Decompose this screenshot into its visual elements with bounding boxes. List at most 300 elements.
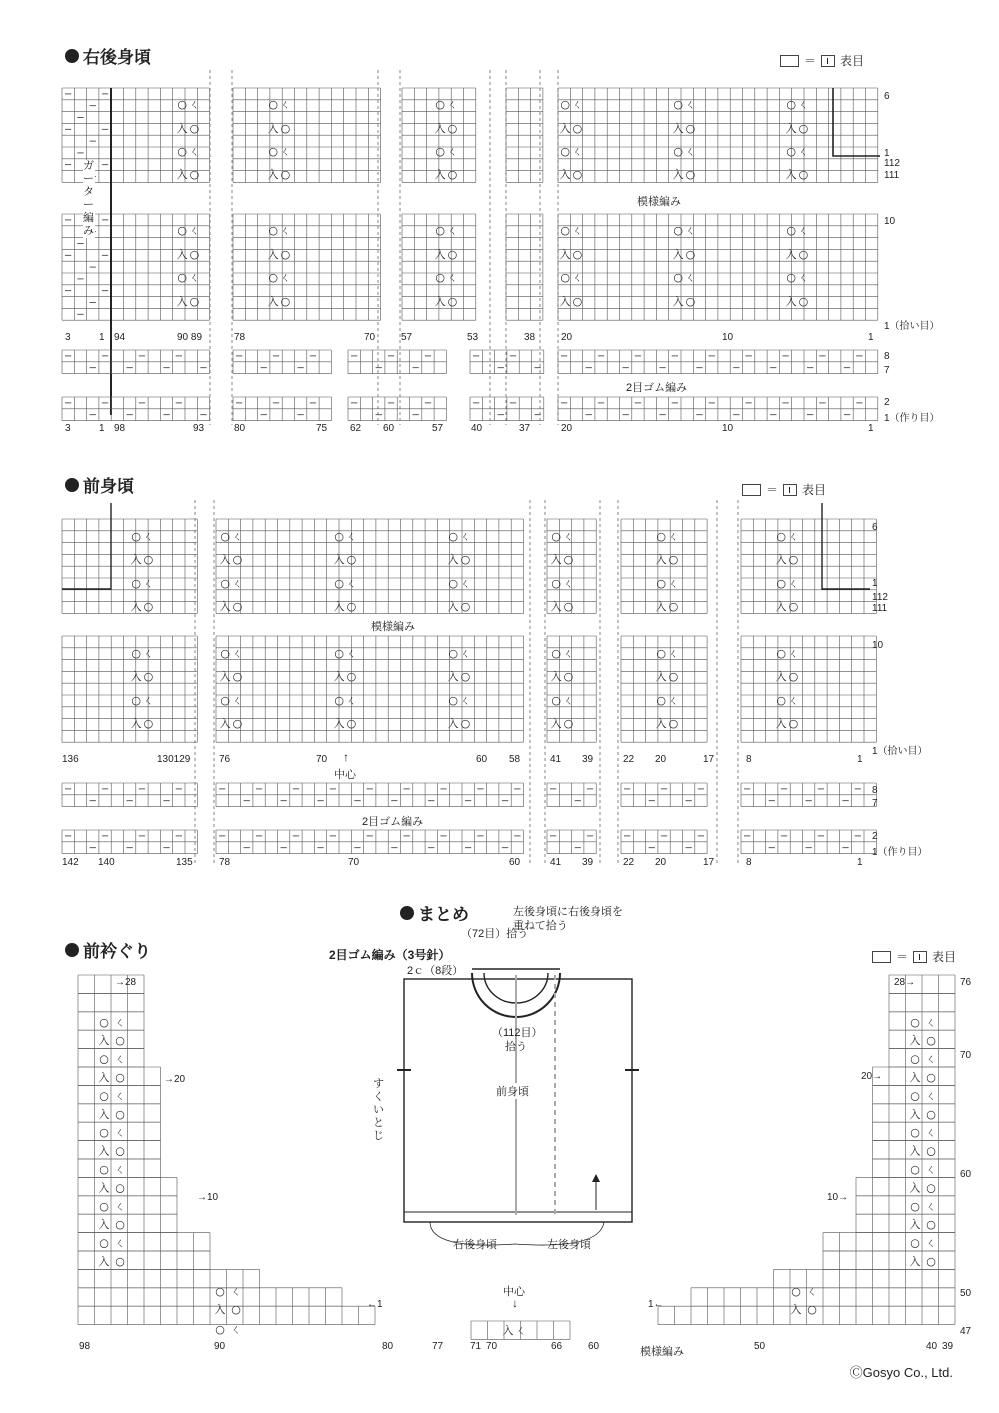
front-bottom-yo-icon: ○ (232, 717, 243, 730)
neck-right-sym-icon: 入 (909, 1144, 921, 1158)
back-row-pick: 1（拾い目） (884, 321, 940, 332)
neck-right-arrow: 28→ (894, 977, 916, 988)
neck-right-grid (889, 1049, 955, 1067)
back-pick-num: 3 (65, 332, 71, 343)
back-top-k2tog-icon: ㄑ (446, 145, 458, 158)
front-top-k2tog-icon: ㄑ (345, 530, 357, 543)
back-top-ssk-icon: 入 (559, 122, 571, 135)
front-cast-num: 39 (582, 857, 594, 868)
neck-left-sym-icon: ○ (115, 1181, 125, 1195)
back-rib-grid (558, 350, 878, 374)
front-rib-grid (62, 830, 197, 854)
back-bottom-yo-icon: ○ (560, 224, 570, 237)
front-bottom-k2tog-icon: ㄑ (459, 694, 471, 707)
neck-center-label: 中心 (503, 1286, 525, 1298)
neck-right-sym-icon: ○ (910, 1015, 920, 1029)
back-bottom-k2tog-icon: ㄑ (279, 271, 291, 284)
legend-back: ＝ 表目 (780, 52, 864, 69)
back-bottom-k2tog-icon: ㄑ (446, 271, 458, 284)
front-cast-num: 17 (703, 857, 715, 868)
back-top-yo-icon: ○ (189, 122, 200, 135)
back-pick-num: 53 (467, 332, 479, 343)
front-top-ssk-icon: 入 (333, 600, 345, 613)
back-top-k2tog-icon: ㄑ (797, 145, 809, 158)
front-row-112: 112 (872, 592, 888, 603)
neck-right-sym-icon: ○ (910, 1052, 920, 1066)
neck-right-sym-icon: 入 (909, 1181, 921, 1195)
neck-right-sym-icon: 入 (909, 1107, 921, 1121)
back-top-yo-icon: ○ (572, 122, 583, 135)
back-bottom-yo-icon: ○ (447, 248, 458, 261)
front-rib-grid (741, 830, 876, 854)
neck-right-sym-icon: ○ (926, 1255, 936, 1268)
back-bottom-yo-icon: ○ (572, 295, 583, 308)
back-row-7: 7 (884, 365, 890, 376)
neck-left-grid (78, 1012, 144, 1030)
neck-bottom-num: 60 (588, 1341, 600, 1352)
front-bottom-k2tog-icon: ㄑ (787, 647, 799, 660)
neck-left-sym-icon: ○ (99, 1052, 109, 1066)
neck-right-arrow: 1← (648, 1299, 664, 1310)
back-cast-num: 80 (234, 423, 246, 434)
back-bottom-ssk-icon: 入 (559, 295, 571, 308)
front-bottom-yo-icon: ○ (131, 647, 141, 660)
back-bottom-ssk-icon: 入 (176, 248, 188, 261)
back-top-yo-icon: ○ (786, 98, 796, 111)
neck-right-sym-icon: ○ (926, 1071, 936, 1084)
front-bottom-ssk-icon: 入 (219, 670, 231, 683)
back-top-k2tog-icon: ㄑ (684, 145, 696, 158)
back-top-yo-icon: ○ (572, 168, 583, 181)
front-row-111: 111 (872, 603, 888, 614)
back-rib-label: 2目ゴム編み (622, 379, 691, 395)
back-bottom-yo-icon: ○ (268, 271, 278, 284)
front-bottom-yo-icon: ○ (563, 670, 574, 683)
back-top-ssk-icon: 入 (785, 168, 797, 181)
front-pattern-label: 模様編み (367, 618, 419, 634)
front-top-yo-icon: ○ (460, 553, 471, 566)
front-bottom-yo-icon: ○ (668, 670, 679, 683)
back-bottom-yo-icon: ○ (447, 295, 458, 308)
front-top-ssk-icon: 入 (333, 553, 345, 566)
back-top-ssk-icon: 入 (176, 168, 188, 181)
neck-left-sym-icon: ○ (99, 1089, 109, 1103)
front-body-label: 前身頃 (496, 1083, 529, 1099)
front-grid-a (62, 636, 197, 742)
rib-height-label: 2ｃ（8段） (407, 965, 464, 977)
front-bottom-yo-icon: ○ (788, 717, 799, 730)
back-bottom-yo-icon: ○ (673, 224, 683, 237)
front-top-yo-icon: ○ (143, 600, 154, 613)
front-rib-grid (216, 830, 524, 854)
empty-cell-icon (742, 484, 761, 496)
neck-right-arrow: 20→ (861, 1071, 883, 1082)
back-bottom-k2tog-icon: ㄑ (571, 271, 583, 284)
neck-left-arrow: ←1 (367, 1299, 383, 1310)
front-top-k2tog-icon: ㄑ (459, 530, 471, 543)
neck-right-grid (889, 993, 955, 1011)
front-cast-num: 20 (655, 857, 667, 868)
back-bottom-k2tog-icon: ㄑ (684, 224, 696, 237)
neck-right-grid (889, 1012, 955, 1030)
back-top-ssk-icon: 入 (267, 168, 279, 181)
back-row-6: 6 (884, 91, 890, 102)
back-pick-num: 78 (234, 332, 246, 343)
front-rib-grid (547, 830, 596, 854)
neck-right-grid (856, 1196, 955, 1214)
back-top-ssk-icon: 入 (176, 122, 188, 135)
front-top-ssk-icon: 入 (219, 600, 231, 613)
back-bottom-yo-icon: ○ (280, 295, 291, 308)
back-top-yo-icon: ○ (673, 98, 683, 111)
back-top-yo-icon: ○ (177, 98, 187, 111)
back-bottom-k2tog-icon: ㄑ (684, 271, 696, 284)
back-bottom-yo-icon: ○ (685, 295, 696, 308)
back-pick-num: 38 (524, 332, 536, 343)
back-row-112: 112 (884, 158, 900, 169)
empty-cell-icon (872, 951, 891, 963)
neck-left-sym-icon: 入 (98, 1071, 110, 1084)
body-outline (404, 979, 632, 1222)
front-bottom-k2tog-icon: ㄑ (459, 647, 471, 660)
back-top-ssk-icon: 入 (672, 168, 684, 181)
back-bottom-yo-icon: ○ (786, 224, 796, 237)
front-pick-num: 1 (857, 754, 863, 765)
front-pick-num: 58 (509, 754, 521, 765)
front-top-yo-icon: ○ (448, 577, 458, 590)
neck-left-sym-icon: ○ (99, 1236, 109, 1250)
neck-bottom-num: 70 (486, 1341, 498, 1352)
back-top-yo-icon: ○ (435, 145, 445, 158)
front-top-ssk-icon: 入 (447, 600, 459, 613)
front-pick-num: 39 (582, 754, 594, 765)
front-row-cast: 1（作り目） (872, 847, 928, 858)
back-row-10: 10 (884, 216, 896, 227)
front-top-yo-icon: ○ (788, 553, 799, 566)
right-back-label: 右後身頃 (453, 1239, 497, 1251)
back-top-yo-icon: ○ (560, 145, 570, 158)
neck-left-sym-icon: ○ (115, 1071, 125, 1084)
front-bottom-yo-icon: ○ (460, 717, 471, 730)
front-top-yo-icon: ○ (551, 577, 561, 590)
front-top-yo-icon: ○ (232, 553, 243, 566)
neck-sym-icon: ○ (807, 1303, 817, 1316)
back-bottom-k2tog-icon: ㄑ (188, 271, 200, 284)
back-bottom-yo-icon: ○ (673, 271, 683, 284)
neck-left-sym-icon: ○ (99, 1163, 109, 1176)
back-top-yo-icon: ○ (177, 145, 187, 158)
front-center-label: 中心 (334, 769, 356, 781)
back-cast-num: 20 (561, 423, 573, 434)
neck-left-sym-icon: ○ (115, 1218, 125, 1232)
front-grid-b (216, 519, 524, 613)
front-center-arrow: ↑ (343, 750, 349, 764)
front-top-ssk-icon: 入 (447, 553, 459, 566)
back-bottom-yo-icon: ○ (798, 295, 809, 308)
back-rib-grid (233, 397, 331, 421)
neck-right-sym-icon: ○ (910, 1199, 920, 1213)
neck-right-sym-icon: 入 (909, 1218, 921, 1232)
neck-title: 前衿ぐり (65, 937, 151, 962)
front-top-yo-icon: ○ (460, 600, 471, 613)
neck-left-grid (78, 1306, 375, 1324)
neck-sym-icon: ㄑ (230, 1285, 242, 1298)
neck-left-sym-icon: ㄑ (114, 1126, 126, 1140)
back-row-cast: 1（作り目） (884, 413, 940, 424)
bullet-icon (400, 906, 414, 920)
front-top-yo-icon: ○ (788, 600, 799, 613)
back-bottom-k2tog-icon: ㄑ (571, 224, 583, 237)
neck-right-sym-icon: 入 (909, 1034, 921, 1048)
pick112-label: （112目） (492, 1027, 543, 1039)
back-bottom-yo-icon: ○ (189, 248, 200, 261)
neck-left-sym-icon: ○ (115, 1107, 125, 1121)
front-bottom-ssk-icon: 入 (550, 717, 562, 730)
front-top-yo-icon: ○ (668, 553, 679, 566)
front-top-yo-icon: ○ (334, 530, 344, 543)
front-bottom-k2tog-icon: ㄑ (142, 647, 154, 660)
back-cast-num: 10 (722, 423, 734, 434)
back-top-yo-icon: ○ (673, 145, 683, 158)
back-bottom-yo-icon: ○ (268, 224, 278, 237)
neck-right-grid (856, 1177, 955, 1195)
neck-sym-icon: ○ (215, 1285, 225, 1298)
front-row-7: 7 (872, 798, 878, 809)
front-bottom-ssk-icon: 入 (219, 717, 231, 730)
front-top-yo-icon: ○ (776, 530, 786, 543)
neck-sym-icon: 入 (790, 1303, 802, 1316)
neck-bottom-num: 80 (382, 1341, 394, 1352)
neck-left-sym-icon: 入 (98, 1181, 110, 1195)
neck-left-sym-icon: ㄑ (114, 1236, 126, 1250)
front-cast-num: 22 (623, 857, 635, 868)
back-bottom-k2tog-icon: ㄑ (797, 271, 809, 284)
front-cast-num: 135 (176, 857, 193, 868)
neck-right-sym-icon: ㄑ (925, 1199, 937, 1213)
back-top-yo-icon: ○ (786, 145, 796, 158)
neck-left-sym-icon: ○ (99, 1199, 109, 1213)
back-grid-e (558, 88, 878, 182)
back-bottom-ssk-icon: 入 (267, 295, 279, 308)
front-bottom-yo-icon: ○ (656, 647, 666, 660)
neck-left-grid (78, 1233, 210, 1251)
back-pick-num: 94 (114, 332, 126, 343)
back-top-k2tog-icon: ㄑ (684, 98, 696, 111)
front-top-k2tog-icon: ㄑ (787, 530, 799, 543)
front-bottom-k2tog-icon: ㄑ (562, 694, 574, 707)
front-top-ssk-icon: 入 (655, 600, 667, 613)
back-cast-num: 62 (350, 423, 362, 434)
back-row-111: 111 (884, 170, 900, 181)
back-top-yo-icon: ○ (280, 168, 291, 181)
front-bottom-yo-icon: ○ (346, 717, 357, 730)
front-grid-b (216, 636, 524, 742)
neck-left-grid (78, 993, 144, 1011)
front-grid-a (62, 519, 197, 613)
front-neck-right (822, 503, 870, 589)
neck-right-sym-icon: ○ (910, 1089, 920, 1103)
back-cast-num: 3 (65, 423, 71, 434)
back-rib-grid (62, 397, 210, 421)
neck-bottom-num: 71 (470, 1341, 482, 1352)
front-bottom-yo-icon: ○ (143, 717, 154, 730)
front-row-8: 8 (872, 785, 878, 796)
neck-left-arrow: →10 (197, 1192, 219, 1203)
neck-bottom-num: 90 (214, 1341, 226, 1352)
back-top-ssk-icon: 入 (785, 122, 797, 135)
neck-left-sym-icon: ㄑ (114, 1015, 126, 1029)
front-top-yo-icon: ○ (220, 577, 230, 590)
back-pick-num: 1 (99, 332, 105, 343)
back-cast-num: 60 (383, 423, 395, 434)
neck-right-sym-icon: ○ (910, 1163, 920, 1176)
neck-bottom-num: 40 (926, 1341, 938, 1352)
front-bottom-yo-icon: ○ (563, 717, 574, 730)
front-bottom-k2tog-icon: ㄑ (787, 694, 799, 707)
neck-sym-icon: ㄑ (230, 1323, 242, 1336)
neck-bottom-num: 50 (754, 1341, 766, 1352)
front-bottom-k2tog-icon: ㄑ (142, 694, 154, 707)
front-grid-e (741, 519, 876, 613)
front-bottom-ssk-icon: 入 (130, 717, 142, 730)
front-row-10: 10 (872, 640, 884, 651)
back-pick-num: 1 (868, 332, 874, 343)
front-top-k2tog-icon: ㄑ (787, 577, 799, 590)
back-cast-num: 93 (193, 423, 205, 434)
front-bottom-k2tog-icon: ㄑ (667, 647, 679, 660)
back-bottom-yo-icon: ○ (572, 248, 583, 261)
back-pick-num: 70 (364, 332, 376, 343)
back-bottom-yo-icon: ○ (435, 271, 445, 284)
neck-left-grid (78, 1196, 177, 1214)
front-rib-grid (547, 783, 596, 807)
front-cast-num: 140 (98, 857, 115, 868)
neck-left-sym-icon: ㄑ (114, 1052, 126, 1066)
back-top-yo-icon: ○ (189, 168, 200, 181)
neck-right-sym-icon: ㄑ (925, 1052, 937, 1066)
back-top-k2tog-icon: ㄑ (571, 145, 583, 158)
front-top-k2tog-icon: ㄑ (667, 577, 679, 590)
front-top-yo-icon: ○ (334, 577, 344, 590)
back-rib-grid (348, 397, 446, 421)
back-bottom-ssk-icon: 入 (176, 295, 188, 308)
front-bottom-k2tog-icon: ㄑ (231, 647, 243, 660)
back-top-yo-icon: ○ (268, 145, 278, 158)
front-pick-num: 70 (316, 754, 328, 765)
neck-sym-icon: ㄑ (806, 1285, 818, 1298)
pick72-label: （72目）拾う (461, 928, 529, 940)
front-top-k2tog-icon: ㄑ (667, 530, 679, 543)
back-top-yo-icon: ○ (685, 122, 696, 135)
front-top-yo-icon: ○ (143, 553, 154, 566)
front-bottom-yo-icon: ○ (334, 694, 344, 707)
neck-center-arrow: ↓ (512, 1296, 518, 1310)
back-top-ssk-icon: 入 (434, 168, 446, 181)
back-bottom-k2tog-icon: ㄑ (188, 224, 200, 237)
back-bottom-ssk-icon: 入 (785, 248, 797, 261)
back-bottom-yo-icon: ○ (798, 248, 809, 261)
front-bottom-ssk-icon: 入 (655, 670, 667, 683)
front-pick-num: 130129 (157, 754, 191, 765)
neck-left-sym-icon: ○ (99, 1126, 109, 1140)
back-top-yo-icon: ○ (798, 168, 809, 181)
front-bottom-yo-icon: ○ (232, 670, 243, 683)
back-bottom-yo-icon: ○ (177, 271, 187, 284)
back-grid-b (233, 214, 381, 320)
front-top-k2tog-icon: ㄑ (345, 577, 357, 590)
front-top-yo-icon: ○ (656, 577, 666, 590)
seam-label: すくいとじ (373, 1078, 384, 1142)
back-bottom-yo-icon: ○ (786, 271, 796, 284)
neck-right-sym-icon: ○ (926, 1218, 936, 1232)
front-bottom-yo-icon: ○ (788, 670, 799, 683)
neck-right-arrow: 10→ (827, 1192, 849, 1203)
back-bottom-ssk-icon: 入 (434, 295, 446, 308)
neck-rib-label: 2目ゴム編み（3号針） (329, 948, 451, 962)
front-top-ssk-icon: 入 (130, 553, 142, 566)
neck-left-sym-icon: ㄑ (114, 1199, 126, 1213)
neck-row: 70 (960, 1050, 972, 1061)
neck-right-sym-icon: ○ (926, 1034, 936, 1048)
front-top-yo-icon: ○ (563, 600, 574, 613)
front-pick-num: 60 (476, 754, 488, 765)
neck-right-sym-icon: ○ (910, 1236, 920, 1250)
front-bottom-yo-icon: ○ (656, 694, 666, 707)
front-cast-num: 60 (509, 857, 521, 868)
front-top-k2tog-icon: ㄑ (142, 530, 154, 543)
back-pick-num: 10 (722, 332, 734, 343)
finish-title: まとめ (400, 900, 469, 925)
neck-sym-icon: 入 (214, 1303, 226, 1316)
front-top-ssk-icon: 入 (775, 600, 787, 613)
neck-sym-icon: ○ (231, 1303, 241, 1316)
back-top-k2tog-icon: ㄑ (571, 98, 583, 111)
neck-left-sym-icon: 入 (98, 1255, 110, 1268)
front-top-k2tog-icon: ㄑ (562, 577, 574, 590)
front-top-k2tog-icon: ㄑ (231, 577, 243, 590)
front-bottom-ssk-icon: 入 (130, 670, 142, 683)
neck-left-grid (78, 1030, 144, 1048)
neck-right-grid (691, 1288, 955, 1306)
front-top-yo-icon: ○ (346, 553, 357, 566)
knit-stitch-icon (821, 55, 835, 67)
neck-right-sym-icon: 入 (909, 1255, 921, 1268)
neck-bottom-num: 66 (551, 1341, 563, 1352)
front-top-yo-icon: ○ (131, 577, 141, 590)
back-pick-num: 57 (401, 332, 413, 343)
front-bottom-yo-icon: ○ (551, 647, 561, 660)
back-cast-num: 57 (432, 423, 444, 434)
front-bottom-yo-icon: ○ (334, 647, 344, 660)
front-top-yo-icon: ○ (448, 530, 458, 543)
back-top-yo-icon: ○ (447, 122, 458, 135)
neck-left-sym-icon: 入 (98, 1034, 110, 1048)
front-bottom-ssk-icon: 入 (655, 717, 667, 730)
neck-right-sym-icon: ○ (926, 1107, 936, 1121)
back-cast-num: 1 (868, 423, 874, 434)
front-pick-num: 20 (655, 754, 667, 765)
back-top-ssk-icon: 入 (434, 122, 446, 135)
front-top-yo-icon: ○ (656, 530, 666, 543)
neck-right-sym-icon: ㄑ (925, 1089, 937, 1103)
back-row-8: 8 (884, 351, 890, 362)
front-bottom-yo-icon: ○ (551, 694, 561, 707)
neck-left-sym-icon: 入 (98, 1107, 110, 1121)
neck-pattern-label: 模様編み (640, 1346, 684, 1358)
legend-neck: ＝ 表目 (872, 948, 956, 965)
legend-front: ＝ 表目 (742, 481, 826, 498)
front-top-yo-icon: ○ (220, 530, 230, 543)
